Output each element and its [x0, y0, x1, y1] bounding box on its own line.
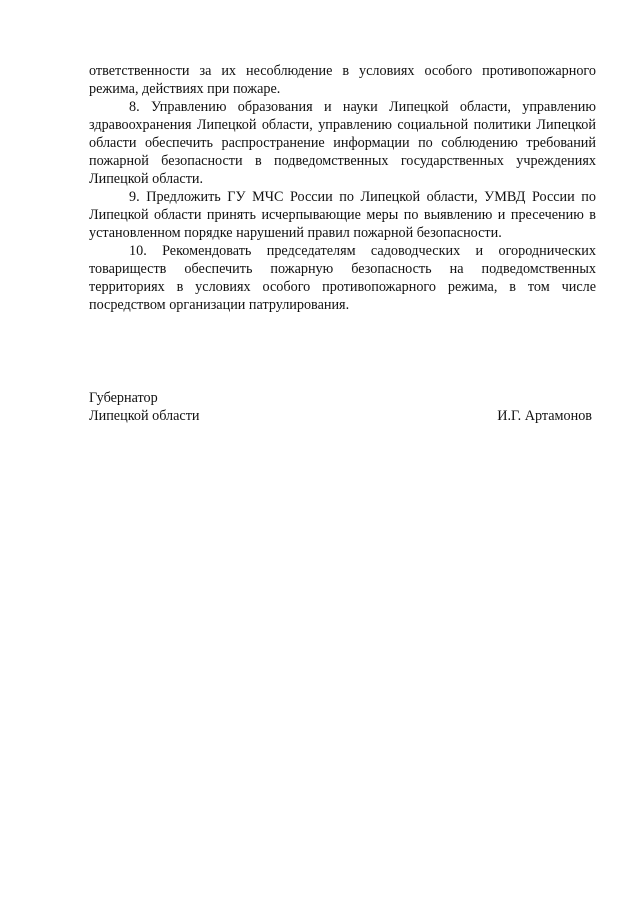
signatory-title-line2: Липецкой области: [89, 408, 200, 424]
signatory-name: И.Г. Артамонов: [497, 408, 592, 424]
signature-block: [89, 389, 596, 425]
document-body: [89, 62, 596, 314]
signatory-title-line1: Губернатор: [89, 390, 158, 406]
signature-row: [89, 407, 596, 425]
paragraph-item-9: 9. Предложить ГУ МЧС России по Липецкой области, УМВД России по Липецкой области принять исчерпывающие меры по выявлению и пресечению в установленном порядке нарушений правил пожарной безопасности.: [89, 189, 596, 241]
paragraph-continuation: ответственности за их несоблюдение в условиях особого противопожарного режима, действиях при пожаре.: [89, 63, 596, 97]
paragraph-item-8: 8. Управлению образования и науки Липецкой области, управлению здравоохранения Липецкой области, управлению социальной политики Липецкой области обеспечить распространение информации по соблюдению требований пожарной безопасности в подведомственных государственных учреждениях Липецкой области.: [89, 99, 596, 187]
paragraph-item-10: 10. Рекомендовать председателям садоводческих и огороднических товариществ обеспечить пожарную безопасность на подведомственных территориях в условиях особого противопожарного режима, в том числе посредством организации патрулирования.: [89, 243, 596, 313]
